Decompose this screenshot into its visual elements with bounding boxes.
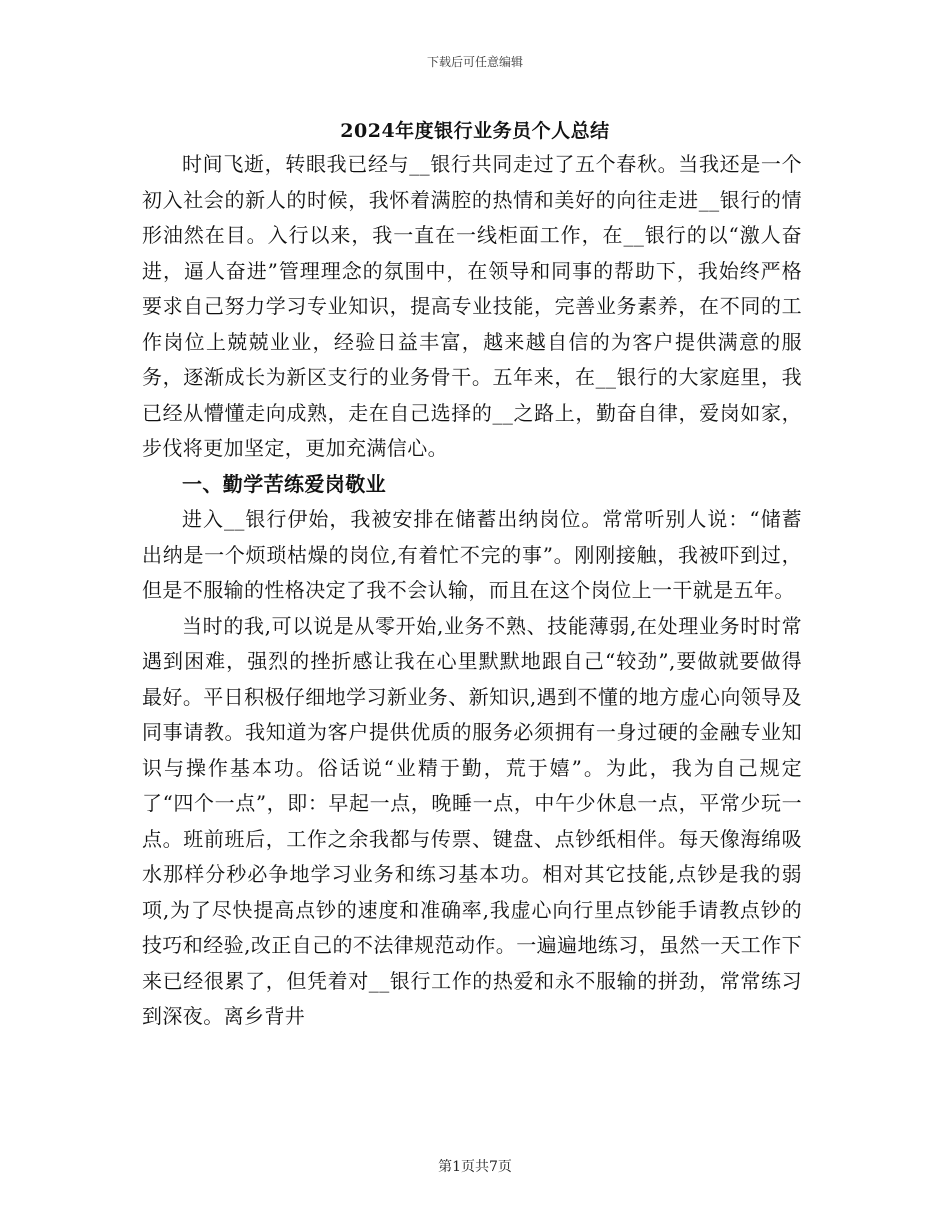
section-paragraph: 当时的我,可以说是从零开始,业务不熟、技能薄弱,在处理业务时时常遇到困难，强烈的挫折感让我在心里默默地跟自己“较劲”,要做就要做得最好。平日积极仔细地学习新业务、新知识,遇到不懂的地方虚心向领导及同事请教。我知道为客户提供优质的服务必须拥有一身过硬的金融专业知识与操作基本功。俗话说“业精于勤，荒于嬉”。为此，我为自己规定了“四个一点”，即：早起一点，晚睡一点，中午少休息一点，平常少玩一点。班前班后，工作之余我都与传票、键盘、点钞纸相伴。每天像海绵吸水那样分秒必争地学习业务和练习基本功。相对其它技能,点钞是我的弱项,为了尽快提高点钞的速度和准确率,我虚心向行里点钞能手请教点钞的技巧和经验,改正自己的不法律规范动作。一遍遍地练习，虽然一天工作下来已经很累了，但凭着对__银行工作的热爱和永不服输的拼劲，常常练习到深夜。离乡背井 — [142, 613, 802, 1028]
section-heading: 一、勤学苦练爱岗敬业 — [182, 471, 386, 496]
document-title: 2024年度银行业务员个人总结 — [340, 120, 610, 142]
header-note: 下载后可任意编辑 — [426, 55, 523, 69]
page-number: 第1页共7页 — [438, 1159, 512, 1175]
section-paragraph: 进入__银行伊始，我被安排在储蓄出纳岗位。常常听别人说：“储蓄出纳是一个烦琐枯燥的岗位,有着忙不完的事”。刚刚接触，我被吓到过，但是不服输的性格决定了我不会认输，而且在这个岗位上一干就是五年。 — [142, 507, 802, 602]
intro-paragraph: 时间飞逝，转眼我已经与__银行共同走过了五个春秋。当我还是一个初入社会的新人的时候，我怀着满腔的热情和美好的向往走进__银行的情形油然在目。入行以来，我一直在一线柜面工作，在__银行的以“激人奋进，逼人奋进”管理理念的氛围中，在领导和同事的帮助下，我始终严格要求自己努力学习专业知识，提高专业技能，完善业务素养，在不同的工作岗位上兢兢业业，经验日益丰富，越来越自信的为客户提供满意的服务，逐渐成长为新区支行的业务骨干。五年来，在__银行的大家庭里，我已经从懵懂走向成熟，走在自己选择的__之路上，勤奋自律，爱岗如家，步伐将更加坚定，更加充满信心。 — [142, 152, 802, 460]
document-body — [142, 147, 802, 1035]
